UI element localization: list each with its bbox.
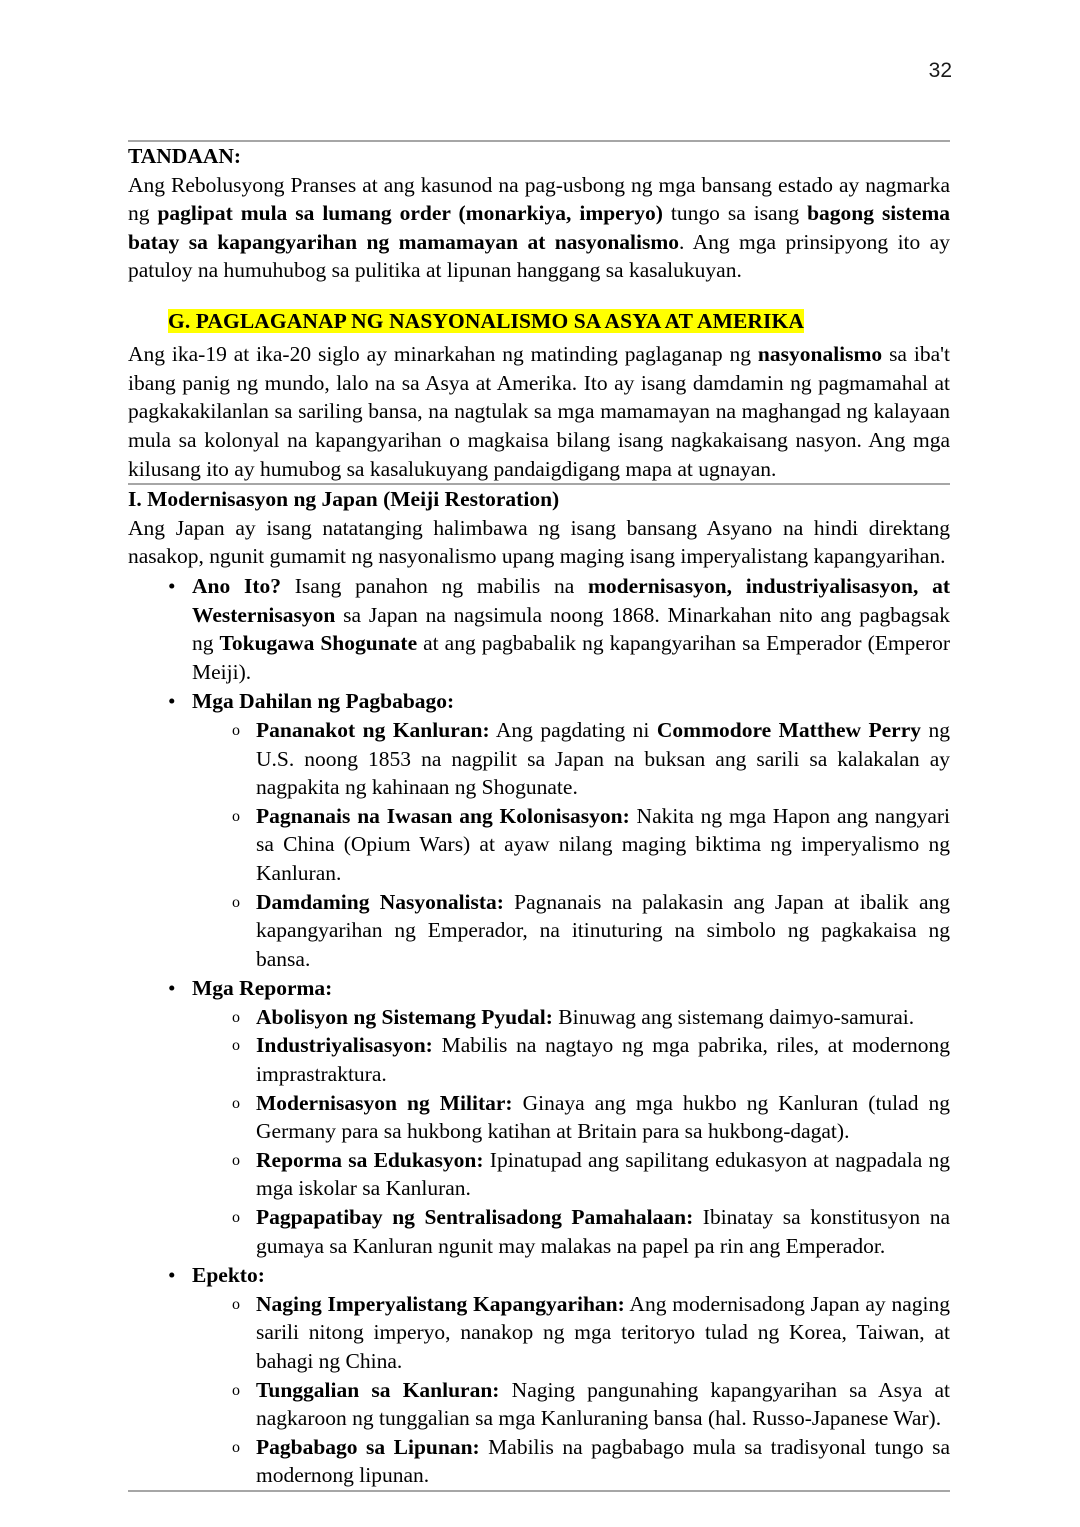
sub-list-item-text-a: Binuwag ang sistemang daimyo-samurai. [552,1004,915,1029]
sub-list-item [192,1146,950,1203]
sub-list-item [192,1376,950,1433]
tandaan-label: TANDAAN: [128,144,242,168]
sub-list-item-label: Naging Imperyalistang Kapangyarihan: [256,1291,625,1316]
sub-list-item-body [256,1031,950,1088]
sub-list-item-text-a: Ang pagdating ni [489,717,657,742]
tandaan-bold-1: paglipat mula sa lumang order (monarkiya, imperyo) [157,201,663,226]
sub-list-item-text-a: Ang modernisadong Japan ay naging sarili nitong imperyo, nanakop ng mga teritoryo tulad ng Korea, Taiwan, at bahagi ng China. [256,1291,951,1373]
sub-list-item-body [256,1203,950,1260]
tandaan-bold-2: bagong sistema batay sa kapangyarihan ng mamamayan at nasyonalismo [128,201,951,254]
sub-list-mga-reporma [192,1003,950,1260]
horizontal-rule-bottom [128,1490,950,1492]
sub-list-item-body [256,1146,950,1203]
sub-list-item-text-a: Ginaya ang mga hukbo ng Kanluran (tulad ng Germany para sa hukbong katihan at Britain para sa hukbong-dagat). [256,1090,950,1144]
japan-section-heading: I. Modernisasyon ng Japan (Meiji Restoration) [128,487,560,512]
tandaan-text-1: Ang Rebolusyong Pranses at ang kasunod na pag-usbong ng mga bansang estado ay nagmarka ng [128,172,950,226]
sub-list-item-text-b: ng U.S. noong 1853 na nagpilit sa Japan na buksan ang sarili sa kalakalan ay nagpakita ng kahinaan ng Shogunate. [256,717,950,800]
bullet-icon: • [168,1263,176,1288]
sub-list-item-label: Pagnanais na Iwasan ang Kolonisasyon: [256,803,630,828]
sub-list-item-label: Pagbabago sa Lipunan: [256,1434,480,1459]
sub-list-mga-dahilan [192,716,950,973]
sub-list-item-body [256,1433,950,1490]
list-item-bold-a: modernisasyon, industriyalisasyon, at Westernisasyon [192,573,950,627]
sub-list-item-body [256,1089,950,1146]
page-content [128,140,950,1492]
sub-list-item-body [256,1376,950,1433]
sub-list-item [192,888,950,974]
bullet-icon: • [168,976,176,1001]
sub-list-item [192,1203,950,1260]
sub-list-item-label: Tunggalian sa Kanluran: [256,1377,500,1402]
circle-bullet-icon: o [232,1438,240,1456]
sub-list-item-label: Abolisyon ng Sistemang Pyudal: [256,1004,553,1029]
list-item-mga-reporma [128,974,950,1260]
sub-list-item-body [256,1290,950,1376]
sub-list-item-text-a: Ipinatupad ang sapilitang edukasyon at nagpadala ng mga iskolar sa Kanluran. [256,1147,950,1201]
list-item-bold-b: Tokugawa Shogunate [219,631,418,656]
circle-bullet-icon: o [232,807,240,825]
circle-bullet-icon: o [232,1037,240,1055]
tandaan-text-3: . Ang mga prinsipyong ito ay patuloy na humuhubog sa pulitika at lipunan hanggang sa kasalukuyan. [128,229,950,283]
tandaan-text-2: tungo sa isang [662,201,808,226]
list-item-label: Mga Reporma: [192,976,333,1001]
section-g-intro-bold: nasyonalismo [757,342,883,367]
sub-list-item [192,1433,950,1490]
list-item-label: Epekto: [192,1263,265,1288]
bullet-icon: • [168,689,176,714]
japan-intro-paragraph: Ang Japan ay isang natatanging halimbawa ng isang bansang Asyano na hindi direktang nasakop, ngunit gumamit ng nasyonalismo upang maging isang imperyalistang kapangyarihan. [128,515,950,569]
sub-list-item [192,1003,950,1032]
sub-list-item [192,802,950,888]
section-g-intro-text-1: Ang ika-19 at ika-20 siglo ay minarkahan ng matinding paglaganap ng [128,342,758,367]
sub-list-item-text-a: Ibinatay sa konstitusyon na gumaya sa Kanluran ngunit may malakas na papel pa rin ang Emperador. [256,1205,950,1258]
sub-list-item-body [256,1003,950,1032]
sub-list-item-text-a: Mabilis na pagbabago mula sa tradisyonal tungo sa modernong lipunan. [256,1434,950,1488]
sub-list-item-label: Damdaming Nasyonalista: [256,889,504,914]
list-item-epekto [128,1261,950,1490]
list-item-label: Mga Dahilan ng Pagbabago: [192,689,455,714]
list-item-ano-ito [128,572,950,686]
circle-bullet-icon: o [232,893,240,911]
list-item-body [192,572,950,686]
sub-list-item-text-a: Mabilis na nagtayo ng mga pabrika, riles, at modernong imprastraktura. [256,1033,950,1087]
circle-bullet-icon: o [232,1151,240,1169]
sub-list-item [192,1290,950,1376]
circle-bullet-icon: o [232,1008,240,1026]
section-g-intro-text-2: sa iba't ibang panig ng mundo, lalo na sa Asya at Amerika. Ito ay isang damdamin ng pagmamahal at pagkakakilanlan sa sariling bansa, na nagtulak sa mga mamamayan na maghangad ng kalayaan mula sa kolonyal na kapangyarihan o magkaisa bilang isang nagkakaisang nasyon. Ang mga kilusang ito ay humubog sa kasalukuyang pandaigdigang mapa at ugnayan. [128,342,950,481]
sub-list-item-label: Pagpapatibay ng Sentralisadong Pamahalaan: [256,1205,694,1230]
page-number: 32 [928,59,952,82]
list-item-body [192,687,950,716]
circle-bullet-icon: o [232,721,240,739]
bullet-icon: • [168,573,176,598]
section-g-heading: G. PAGLAGANAP NG NASYONALISMO SA ASYA AT AMERIKA [168,308,804,333]
sub-list-item [192,716,950,802]
list-item-body [192,974,950,1003]
japan-bullet-list [128,572,950,1490]
sub-list-item [192,1089,950,1146]
sub-list-item-text-a: Nakita ng mga Hapon ang nangyari sa China (Opium Wars) at ayaw nilang maging biktima ng imperyalismo ng Kanluran. [256,803,951,885]
section-g-heading-wrap [128,305,950,337]
sub-list-item-label: Industriyalisasyon: [256,1033,433,1058]
sub-list-item-body [256,802,950,888]
circle-bullet-icon: o [232,1295,240,1313]
list-item-text-c: at ang pagbabalik ng kapangyarihan sa Emperador (Emperor Meiji). [192,631,950,684]
sub-list-item-body [256,888,950,974]
circle-bullet-icon: o [232,1381,240,1399]
sub-list-item-text-a: Pagnanais na palakasin ang Japan at ibalik ang kapangyarihan ng Emperador, na itinuturing na simbolo ng pagkakaisa ng bansa. [256,889,950,971]
circle-bullet-icon: o [232,1209,240,1227]
list-item-text-b: sa Japan na nagsimula noong 1868. Minarkahan nito ang pagbagsak ng [192,602,950,656]
tandaan-paragraph [128,171,950,285]
sub-list-item-bold-a: Commodore Matthew Perry [656,717,922,742]
list-item-label: Ano Ito? [192,573,282,598]
sub-list-item-label: Reporma sa Edukasyon: [256,1147,484,1172]
sub-list-item-label: Pananakot ng Kanluran: [256,717,490,742]
sub-list-item [192,1031,950,1088]
sub-list-item-body [256,716,950,802]
list-item-text-a: Isang panahon ng mabilis na [281,573,588,598]
list-item-mga-dahilan [128,687,950,973]
sub-list-item-text-a: Naging pangunahing kapangyarihan sa Asya at nagkaroon ng tunggalian sa mga Kanluraning bansa (hal. Russo-Japanese War). [256,1377,950,1431]
section-g-intro [128,340,950,483]
list-item-body [192,1261,950,1290]
sub-list-epekto [192,1290,950,1490]
sub-list-item-label: Modernisasyon ng Militar: [256,1090,513,1115]
circle-bullet-icon: o [232,1094,240,1112]
